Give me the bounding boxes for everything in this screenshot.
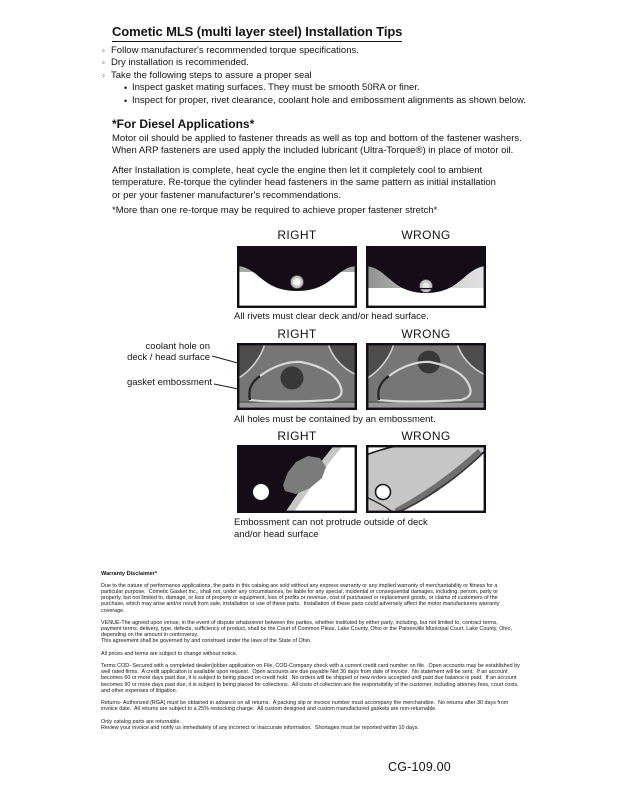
figure1-right-label: RIGHT (277, 228, 317, 242)
disclaimer-heading: Warranty Disclaimer* (101, 571, 158, 577)
figure1-caption: All rivets must clear deck and/or head surface. (234, 311, 429, 322)
intro-bullet-list (102, 45, 547, 107)
page-title: Cometic MLS (multi layer steel) Installation Tips (112, 24, 402, 42)
warranty-disclaimer (101, 571, 520, 737)
disclaimer-paragraph: Terms COD- Secured with a completed dealer/jobber application on File, COD-Company check with a current credit card number on file. Open accounts may be established by well rated firms. A credit application is available upon request. Open accounts are due payable Net 30 days from date of invoice. No statement will be sent. If an account becomes 60 or more days past due, it is subject to being placed on credit hold. No orders will be shipped or new orders accepted until past due balance is paid. If an account becomes 90 or more days past due, it is subject to being placed for collections. All costs of collection are the responsibility of the customer, including attorney fees, court costs, and other expenses of litigation. (101, 663, 522, 694)
gasket-embossment-label: gasket embossment (126, 377, 212, 388)
figure1-wrong-label: WRONG (401, 228, 451, 242)
figure3-right-diagram (237, 445, 357, 513)
disclaimer-paragraph: VENUE-The agreed upon venue, in the event of dispute whatsoever between the parties, whether instituted by either party, including, but not limited to, contract terms, payment terms, delivery, type, defects, sufficiency of product, shall be the Court of Common Pleas, Lake County, Ohio or the Painesville Municipal Court, Lake County, Ohio, depending on the amount in controversy. This agreement shall be governed by and construed under the laws of the State of Ohio. (101, 619, 512, 645)
figure1-wrong-diagram (366, 246, 486, 308)
bullet-item: ◦ Follow manufacturer's recommended torque specifications. (102, 45, 547, 57)
figure3-wrong-diagram (366, 445, 486, 513)
disclaimer-paragraph: Returns- Authorized (RGA) must be obtained in advance on all returns. A packing slip or invoice number must accompany the merchandise. No returns after 30 days from invoice date. All returns are subject to a 25% restocking charge. All custom designed and custom manufactured gaskets are non-returnable. (101, 700, 510, 713)
diesel-section-heading: *For Diesel Applications* (112, 117, 255, 131)
figure2-right-label: RIGHT (277, 327, 317, 341)
figure2-wrong-diagram (366, 343, 486, 410)
diesel-paragraph: After Installation is complete, heat cycle the engine then let it completely cool to ambient temperature. Re-torque the cylinder head fasteners in the same pattern as initial installation or per your fastener manufacturer's recommendations. (112, 165, 496, 201)
sub-bullet-item: • Inspect for proper, rivet clearance, coolant hole and embossment alignments as shown below. (102, 95, 547, 107)
coolant-hole (281, 367, 304, 390)
figure3-right-label: RIGHT (277, 429, 317, 443)
figure2-wrong-label: WRONG (401, 327, 451, 341)
figure2-right-diagram (237, 343, 357, 410)
retorque-note: *More than one re-torque may be required to achieve proper fastener stretch* (112, 205, 438, 216)
bolt-hole (253, 484, 269, 500)
bullet-item: ◦ Dry installation is recommended. (102, 57, 547, 69)
disclaimer-paragraph: All prices and terms are subject to change without notice. (101, 650, 238, 657)
coolant-hole-label: coolant hole on deck / head surface (127, 341, 210, 363)
figure1-right-diagram (237, 246, 357, 308)
figure3-caption: Embossment can not protrude outside of deck and/or head surface (234, 517, 428, 540)
disclaimer-paragraph: Only catalog parts are returnable. Review your invoice and notify us immediately of any incorrect or inaccurate information. Shortages must be reported within 10 days. (101, 718, 419, 731)
disclaimer-paragraph: Due to the nature of performance applications, the parts in this catalog are sold without any express warranty or any implied warranty of merchantability or fitness for a particular purpose. Cometic Gasket Inc., shall not, under any circumstances, be liable for any special, incidental or consequential damages, including, person, party or property, but not limited to, damage, or loss of property or equipment, loss of profits or revenue, cost of purchased or replacement goods, or claims of customers of the purchase, which may arise and/or result from sale, installation or use of these parts. Installation of these parts could adversely affect the motor manufacturers warranty coverage. (101, 582, 501, 614)
sub-bullet-item: • Inspect gasket mating surfaces. They must be smooth 50RA or finer. (102, 82, 547, 94)
bolt-hole (376, 485, 391, 500)
bullet-item: ◦ Take the following steps to assure a proper seal (102, 70, 547, 82)
figure3-wrong-label: WRONG (401, 429, 451, 443)
diesel-paragraph: Motor oil should be applied to fastener threads as well as top and bottom of the fastener washers. When ARP fasteners are used apply the included lubricant (Ultra-Torque®) in place of motor oil. (112, 133, 522, 157)
figure2-caption: All holes must be contained by an embossment. (234, 414, 436, 425)
page-code: CG-109.00 (388, 760, 451, 774)
